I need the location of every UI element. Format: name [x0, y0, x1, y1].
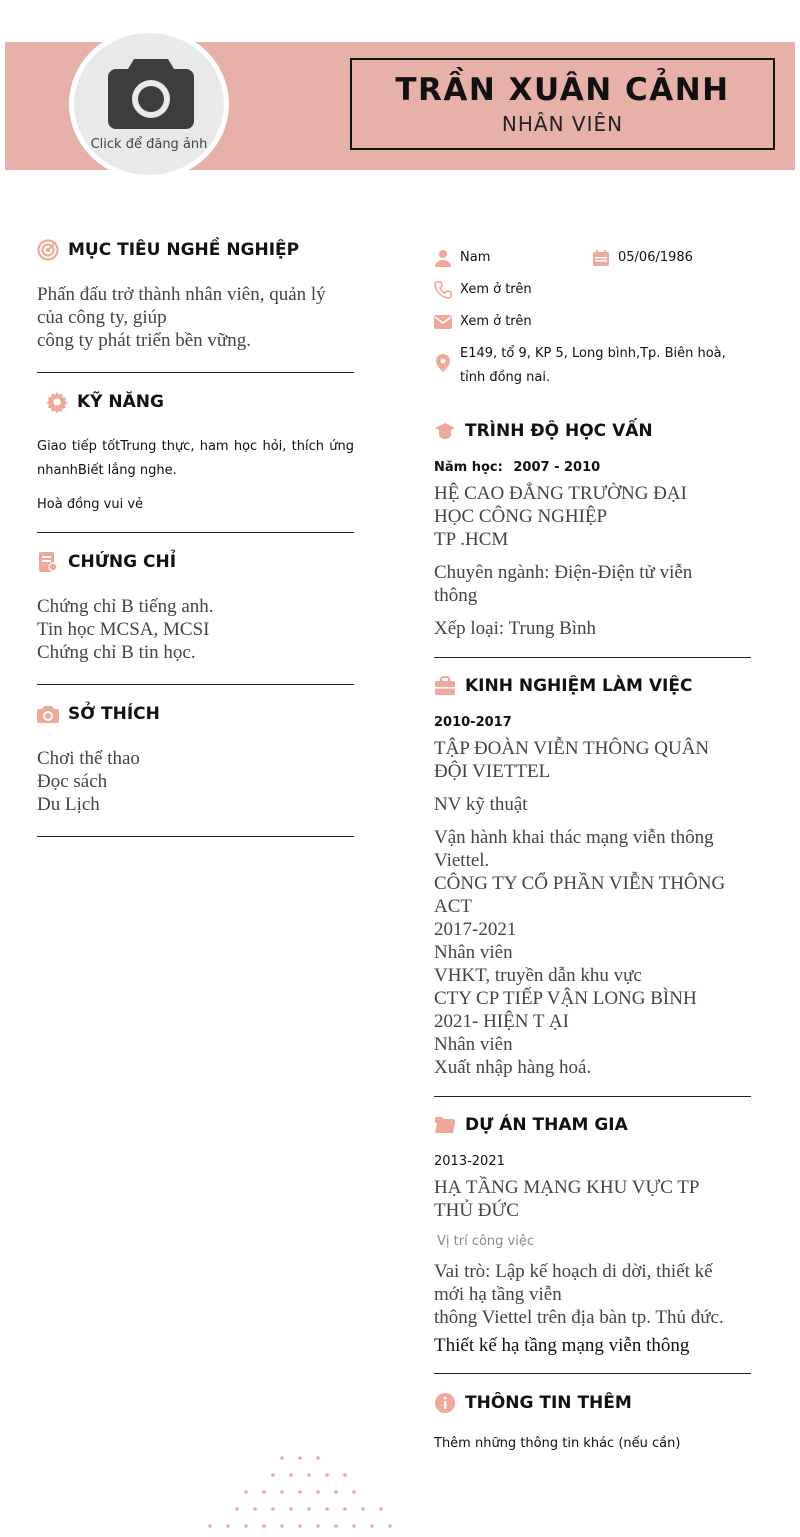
objective-line: công ty phát triển bền vững.: [37, 330, 251, 351]
projects-heading: [434, 1111, 751, 1139]
decor-dot: [298, 1524, 302, 1528]
project-name[interactable]: [434, 1176, 751, 1222]
divider: [434, 1096, 751, 1097]
company-name[interactable]: [434, 737, 751, 783]
email-icon: [434, 313, 452, 331]
decor-dot: [271, 1473, 275, 1477]
full-name[interactable]: TRẦN XUÂN CẢNH: [395, 72, 730, 108]
contact-info: [434, 246, 751, 390]
certificate-line: Chứng chỉ B tin học.: [37, 642, 196, 663]
camera-icon: [106, 53, 196, 133]
certificates-title: CHỨNG CHỈ: [68, 552, 177, 572]
certificate-line: Tin học MCSA, MCSI: [37, 619, 210, 640]
decor-dot: [352, 1490, 356, 1494]
decor-dot: [361, 1507, 365, 1511]
decor-dot: [208, 1524, 212, 1528]
detail-line: 2017-2021: [434, 919, 517, 940]
avatar-caption: Click để đăng ảnh: [90, 137, 208, 152]
decor-dot: [226, 1524, 230, 1528]
decor-dot: [352, 1524, 356, 1528]
job-title[interactable]: NHÂN VIÊN: [501, 112, 624, 136]
decor-dot: [343, 1507, 347, 1511]
skills-title: KỸ NĂNG: [77, 392, 164, 412]
decor-dot: [316, 1524, 320, 1528]
decor-dot: [388, 1524, 392, 1528]
school-line: TP .HCM: [434, 529, 509, 550]
left-column: [37, 236, 354, 837]
education-title: TRÌNH ĐỘ HỌC VẤN: [465, 421, 653, 441]
briefcase-icon: [434, 675, 456, 697]
major-line: thông: [434, 585, 478, 606]
detail-line: Vận hành khai thác mạng viễn thông: [434, 827, 714, 848]
skills-text-1[interactable]: Giao tiếp tốtTrung thực, ham học hỏi, thích ứng nhanhBiết lắng nghe.: [37, 439, 354, 478]
decor-dot: [325, 1473, 329, 1477]
education-years-row: [434, 460, 751, 475]
decor-dot: [316, 1490, 320, 1494]
objective-line: Phấn đấu trở thành nhân viên, quản lý: [37, 284, 326, 305]
major-line: Chuyên ngành: Điện-Điện tử viễn: [434, 562, 693, 583]
project-role[interactable]: [434, 1260, 751, 1329]
gender-value[interactable]: Nam: [460, 250, 491, 265]
divider: [37, 684, 354, 685]
project-line: HẠ TẦNG MẠNG KHU VỰC TP: [434, 1177, 700, 1198]
detail-line: VHKT, truyền dẫn khu vực: [434, 965, 642, 986]
calendar-icon: [592, 249, 610, 267]
divider: [37, 372, 354, 373]
education-heading: [434, 417, 751, 445]
company-line: ĐỘI VIETTEL: [434, 761, 551, 782]
school-line: HỌC CÔNG NGHIỆP: [434, 506, 608, 527]
graduation-cap-icon: [434, 420, 456, 442]
detail-line: CTY CP TIẾP VẬN LONG BÌNH: [434, 988, 697, 1009]
detail-line: 2021- HIỆN T ẠI: [434, 1011, 569, 1032]
detail-line: CÔNG TY CỔ PHẦN VIỄN THÔNG: [434, 873, 726, 894]
decor-dot: [280, 1456, 284, 1460]
person-icon: [434, 249, 452, 267]
hobby-line: Đọc sách: [37, 771, 108, 792]
detail-line: Xuất nhập hàng hoá.: [434, 1057, 592, 1078]
decor-dot: [307, 1507, 311, 1511]
experience-details[interactable]: [434, 826, 751, 1079]
decor-dot: [334, 1524, 338, 1528]
experience-title: KINH NGHIỆM LÀM VIỆC: [465, 676, 693, 696]
decor-dot: [379, 1507, 383, 1511]
decor-dot: [253, 1507, 257, 1511]
location-icon: [434, 354, 452, 372]
divider: [434, 657, 751, 658]
decor-dot: [271, 1507, 275, 1511]
email-value[interactable]: Xem ở trên: [460, 314, 532, 329]
hobbies-title: SỞ THÍCH: [68, 704, 160, 724]
certificate-line: Chứng chỉ B tiếng anh.: [37, 596, 214, 617]
experience-period[interactable]: 2010-2017: [434, 715, 512, 730]
project-summary[interactable]: Thiết kế hạ tầng mạng viễn thông: [434, 1335, 690, 1356]
hobby-line: Chơi thể thao: [37, 748, 140, 769]
decor-dot: [262, 1524, 266, 1528]
hobby-line: Du Lịch: [37, 794, 100, 815]
extra-title: THÔNG TIN THÊM: [465, 1393, 632, 1413]
company-line: TẬP ĐOÀN VIỄN THÔNG QUÂN: [434, 738, 710, 759]
objective-line: của công ty, giúp: [37, 307, 167, 328]
school-line: HỆ CAO ĐẲNG TRƯỜNG ĐẠI: [434, 483, 687, 504]
education-years[interactable]: 2007 - 2010: [513, 460, 601, 475]
decor-dot: [235, 1507, 239, 1511]
address-value[interactable]: E149, tổ 9, KP 5, Long bình,Tp. Biên hoà, tỉnh đồng nai.: [460, 346, 726, 385]
name-box: [350, 58, 775, 150]
hobbies-heading: [37, 700, 354, 728]
project-line: THỦ ĐỨC: [434, 1200, 519, 1221]
detail-line: ACT: [434, 896, 472, 917]
decor-dot: [343, 1473, 347, 1477]
phone-icon: [434, 281, 452, 299]
divider: [37, 532, 354, 533]
objective-title: MỤC TIÊU NGHỀ NGHIỆP: [68, 240, 300, 260]
decor-dot: [289, 1473, 293, 1477]
skills-heading: [37, 388, 354, 416]
camera-small-icon: [37, 703, 59, 725]
certificates-text[interactable]: [37, 595, 354, 664]
gear-icon: [46, 391, 68, 413]
role-line: thông Viettel trên địa bàn tp. Thủ đức.: [434, 1307, 724, 1328]
decor-dot: [370, 1524, 374, 1528]
decor-dot: [262, 1490, 266, 1494]
divider: [434, 1373, 751, 1374]
decor-dot: [244, 1524, 248, 1528]
objective-heading: [37, 236, 354, 264]
school-name[interactable]: [434, 482, 751, 551]
role-line: mới hạ tầng viễn: [434, 1284, 562, 1305]
info-icon: [434, 1392, 456, 1414]
year-label: Năm học:: [434, 460, 503, 475]
decor-dot: [244, 1490, 248, 1494]
skills-text-2[interactable]: Hoà đồng vui vẻ: [37, 497, 144, 512]
major[interactable]: [434, 561, 751, 607]
decor-dot: [280, 1490, 284, 1494]
grade[interactable]: Xếp loại: Trung Bình: [434, 618, 597, 639]
avatar-upload[interactable]: [69, 28, 229, 180]
role-line: Vai trò: Lập kế hoạch di dời, thiết kế: [434, 1261, 713, 1282]
target-icon: [37, 239, 59, 261]
decor-dot: [298, 1456, 302, 1460]
extra-text[interactable]: Thêm những thông tin khác (nếu cần): [434, 1436, 681, 1451]
right-column: [434, 246, 751, 1456]
detail-line: Nhân viên: [434, 1034, 513, 1055]
folder-icon: [434, 1114, 456, 1136]
objective-text[interactable]: [37, 283, 354, 352]
certificates-heading: [37, 548, 354, 576]
project-position-field[interactable]: Vị trí công việc: [437, 1234, 534, 1249]
decor-dot: [307, 1473, 311, 1477]
decor-dot: [280, 1524, 284, 1528]
decor-dot: [289, 1507, 293, 1511]
decor-dot: [334, 1490, 338, 1494]
extra-heading: [434, 1389, 751, 1417]
decor-dot: [298, 1490, 302, 1494]
experience-role[interactable]: NV kỹ thuật: [434, 794, 528, 815]
decorative-dots: [205, 1450, 395, 1537]
dob-value[interactable]: 05/06/1986: [618, 250, 693, 265]
detail-line: Nhân viên: [434, 942, 513, 963]
detail-line: Viettel.: [434, 850, 490, 871]
hobbies-text[interactable]: [37, 747, 354, 816]
project-period[interactable]: 2013-2021: [434, 1154, 505, 1169]
decor-dot: [316, 1456, 320, 1460]
decor-dot: [325, 1507, 329, 1511]
certificate-icon: [37, 551, 59, 573]
projects-title: DỰ ÁN THAM GIA: [465, 1115, 628, 1135]
phone-value[interactable]: Xem ở trên: [460, 282, 532, 297]
divider: [37, 836, 354, 837]
experience-heading: [434, 672, 751, 700]
